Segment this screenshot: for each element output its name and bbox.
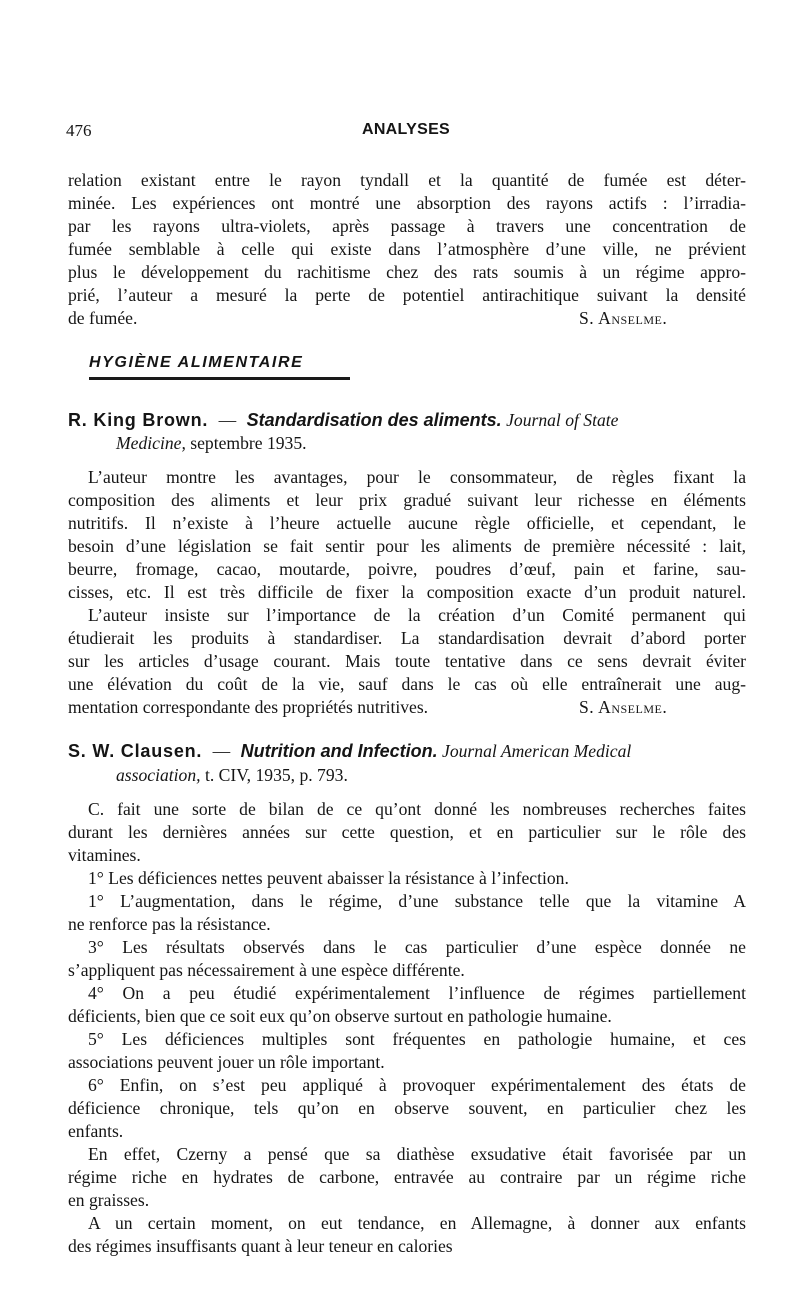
article-reference bbox=[116, 764, 746, 787]
list-item: 3° Les résultats observés dans le cas particulier d’une espèce donnée ne bbox=[88, 937, 746, 957]
text-line: durant les dernières années sur cette question, et en particulier sur le rôle des bbox=[68, 822, 746, 842]
publication-date: septembre 1935. bbox=[190, 433, 307, 453]
text-line: associations peuvent jouer un rôle important. bbox=[68, 1052, 385, 1072]
article-title: Standardisation des aliments. bbox=[246, 410, 502, 430]
journal-name: Journal of State bbox=[506, 410, 619, 430]
text-line: en graisses. bbox=[68, 1190, 150, 1210]
text-line: étudierait les produits à standardiser. La standardisation devrait d’abord porter bbox=[68, 628, 746, 648]
text-line: cisses, etc. Il est très difficile de fixer la composition exacte d’un produit naturel. bbox=[68, 582, 746, 602]
list-item: 6° Enfin, on s’est peu appliqué à provoquer expérimentalement des états de bbox=[88, 1075, 746, 1095]
article-heading bbox=[68, 740, 746, 763]
text-line: A un certain moment, on eut tendance, en Allemagne, à donner aux enfants bbox=[88, 1213, 746, 1233]
text-line: par les rayons ultra-violets, après passage à travers une concentration de bbox=[68, 216, 746, 236]
journal-name: Journal American Medical bbox=[442, 741, 632, 761]
list-item: 1° L’augmentation, dans le régime, d’une substance telle que la vitamine A bbox=[88, 891, 746, 911]
section-underline bbox=[89, 377, 350, 380]
text-line: beurre, fromage, cacao, moutarde, poivre, poudres d’œuf, pain et farine, sau- bbox=[68, 559, 746, 579]
text-line: régime riche en hydrates de carbone, entravée au contraire par un régime riche bbox=[68, 1167, 746, 1187]
text-line: composition des aliments et leur prix gradué suivant leur richesse en éléments bbox=[68, 490, 746, 510]
text-line: nutritifs. Il n’existe à l’heure actuelle aucune règle officielle, et cependant, le bbox=[68, 513, 746, 533]
text-line: vitamines. bbox=[68, 845, 141, 865]
article-heading bbox=[68, 409, 746, 432]
text-line bbox=[68, 696, 746, 719]
text-line: fumée semblable à celle qui existe dans l’atmosphère d’une ville, ne prévient bbox=[68, 239, 746, 259]
text-line: une élévation du coût de la vie, sauf dans le cas où elle entraînerait une aug- bbox=[68, 674, 746, 694]
heading-dash: — bbox=[212, 741, 231, 761]
text-line: déficients, bien que ce soit eux qu’on observe surtout en pathologie humaine. bbox=[68, 1006, 612, 1026]
text-line: L’auteur insiste sur l’importance de la création d’un Comité permanent qui bbox=[88, 605, 746, 625]
page-header bbox=[66, 121, 746, 145]
text-line: relation existant entre le rayon tyndall et la quantité de fumée est déter- bbox=[68, 170, 746, 190]
article-title: Nutrition and Infection. bbox=[240, 741, 438, 761]
article-author: R. King Brown. bbox=[68, 410, 209, 430]
text-line: En effet, Czerny a pensé que sa diathèse exsudative était favorisée par un bbox=[88, 1144, 746, 1164]
text-line: des régimes insuffisants quant à leur teneur en calories bbox=[68, 1236, 453, 1256]
text-line: sur les articles d’usage courant. Mais toute tentative dans ce sens devrait éviter bbox=[68, 651, 746, 671]
text-line: plus le développement du rachitisme chez des rats soumis à un régime appro- bbox=[68, 262, 746, 282]
text-line: minée. Les expériences ont montré une absorption des rayons actifs : l’irradia- bbox=[68, 193, 746, 213]
signature: S. Anselme. bbox=[579, 697, 668, 717]
running-title: ANALYSES bbox=[361, 121, 451, 138]
page-number: 476 bbox=[66, 121, 92, 140]
text-line bbox=[68, 307, 746, 330]
text-line: besoin d’une législation se fait sentir pour les aliments de première nécessité : lait, bbox=[68, 536, 746, 556]
text-line: s’appliquent pas nécessairement à une espèce différente. bbox=[68, 960, 465, 980]
text-line-end: mentation correspondante des propriétés nutritives. bbox=[68, 697, 429, 717]
publication-details: t. CIV, 1935, p. 793. bbox=[204, 765, 348, 785]
article-author: S. W. Clausen. bbox=[68, 741, 203, 761]
text-line: prié, l’auteur a mesuré la perte de potentiel antirachitique suivant la densité bbox=[68, 285, 746, 305]
section-title: HYGIÈNE ALIMENTAIRE bbox=[89, 354, 304, 371]
list-item: 1° Les déficiences nettes peuvent abaisser la résistance à l’infection. bbox=[88, 868, 569, 888]
heading-dash: — bbox=[218, 410, 237, 430]
text-line: déficience chronique, tels qu’on en observe souvent, en particulier chez les bbox=[68, 1098, 746, 1118]
text-line-end: de fumée. bbox=[68, 308, 138, 328]
article-reference bbox=[116, 432, 746, 455]
text-line: enfants. bbox=[68, 1121, 124, 1141]
list-item: 5° Les déficiences multiples sont fréquentes en pathologie humaine, et ces bbox=[88, 1029, 746, 1049]
signature: S. Anselme. bbox=[579, 308, 668, 328]
journal-name-cont: Medicine, bbox=[116, 433, 186, 453]
journal-name-cont: association, bbox=[116, 765, 201, 785]
text-line: C. fait une sorte de bilan de ce qu’ont donné les nombreuses recherches faites bbox=[88, 799, 746, 819]
list-item: 4° On a peu étudié expérimentalement l’influence de régimes partiellement bbox=[88, 983, 746, 1003]
text-line: ne renforce pas la résistance. bbox=[68, 914, 271, 934]
text-line: L’auteur montre les avantages, pour le consommateur, de règles fixant la bbox=[88, 467, 746, 487]
